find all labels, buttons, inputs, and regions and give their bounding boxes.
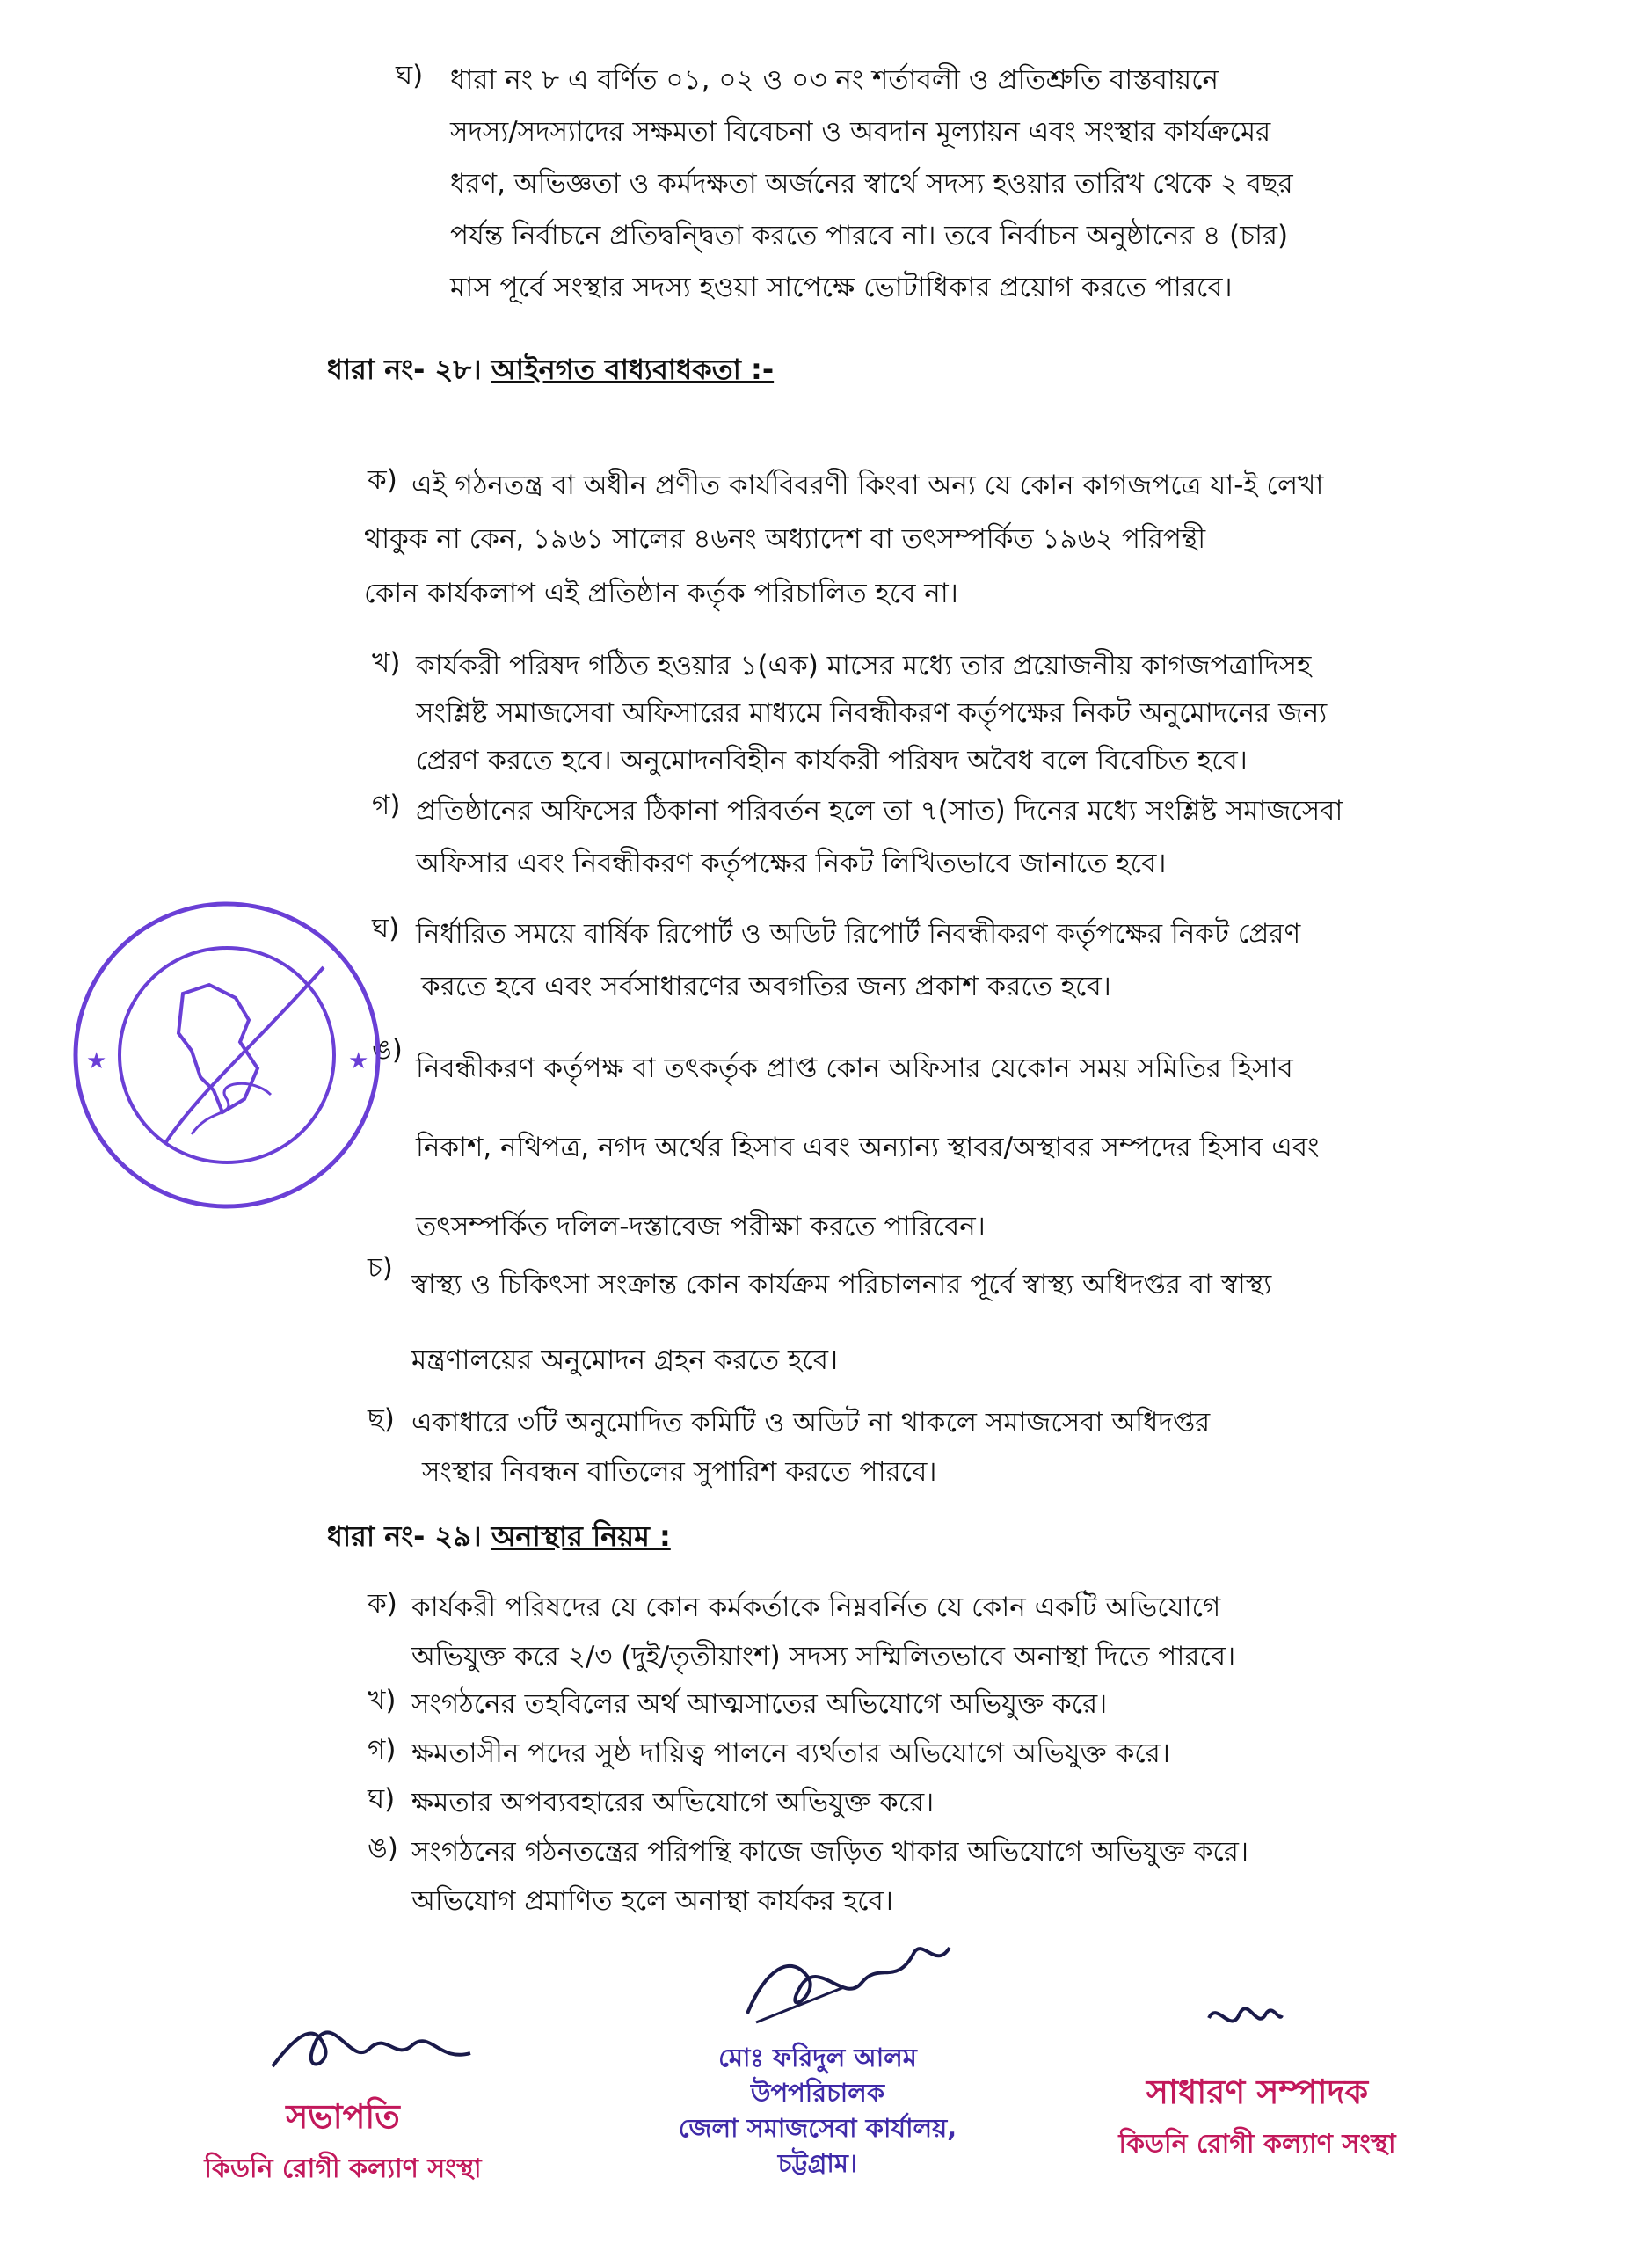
signature-president xyxy=(158,2091,528,2192)
item-line: থাকুক না কেন, ১৯৬১ সালের ৪৬নং অধ্যাদেশ বা তৎসম্পর্কিত ১৯৬২ পরিপন্থী xyxy=(364,523,1206,555)
item-label: ক) xyxy=(368,1588,397,1620)
officer-designation: উপপরিচালক xyxy=(750,2078,885,2108)
officer-office: জেলা সমাজসেবা কার্যালয়, xyxy=(678,2113,957,2143)
item-line: কার্যকরী পরিষদের যে কোন কর্মকর্তাকে নিম্নবর্নিত যে কোন একটি অভিযোগে xyxy=(411,1592,1221,1623)
president-org: কিডনি রোগী কল্যাণ সংস্থা xyxy=(204,2153,482,2184)
item-label: গ) xyxy=(368,1734,397,1766)
item-line: মন্ত্রণালয়ের অনুমোদন গ্রহন করতে হবে। xyxy=(411,1344,839,1376)
item-line: প্রতিষ্ঠানের অফিসের ঠিকানা পরিবর্তন হলে তা ৭(সাত) দিনের মধ্যে সংশ্লিষ্ট সমাজসেবা xyxy=(416,795,1343,827)
intro-line: পর্যন্ত নির্বাচনে প্রতিদ্বন্দ্বিতা করতে পারবে না। তবে নির্বাচন অনুষ্ঠানের ৪ (চার) xyxy=(450,220,1289,251)
intro-line: ধারা নং ৮ এ বর্ণিত ০১, ০২ ও ০৩ নং শর্তাবলী ও প্রতিশ্রুতি বাস্তবায়নে xyxy=(450,64,1219,96)
item-line: স্বাস্থ্য ও চিকিৎসা সংক্রান্ত কোন কার্যক্রম পরিচালনার পূর্বে স্বাস্থ্য অধিদপ্তর বা স্বাস্থ্য xyxy=(411,1269,1272,1300)
item-line: নিবন্ধীকরণ কর্তৃপক্ষ বা তৎকর্তৃক প্রাপ্ত কোন অফিসার যেকোন সময় সমিতির হিসাব xyxy=(416,1053,1293,1084)
president-signature-mark xyxy=(264,2014,475,2084)
section-29-number: ধারা নং- ২৯। xyxy=(327,1519,491,1553)
item-line: কোন কার্যকলাপ এই প্রতিষ্ঠান কর্তৃক পরিচালিত হবে না। xyxy=(364,578,958,609)
item-label: খ) xyxy=(368,1685,397,1716)
signature-general-secretary xyxy=(1081,2066,1433,2167)
item-label: ঘ) xyxy=(372,913,400,944)
officer-city: চট্টগ্রাম। xyxy=(777,2148,858,2178)
section-28-heading xyxy=(327,347,774,395)
item-label: ঙ) xyxy=(372,1034,403,1066)
svg-text:★: ★ xyxy=(348,1048,369,1075)
department-seal xyxy=(60,888,394,1222)
item-label: চ) xyxy=(368,1252,393,1284)
officer-stamp xyxy=(615,2040,1020,2181)
president-title: সভাপতি xyxy=(286,2097,400,2136)
item-line: নিকাশ, নথিপত্র, নগদ অর্থের হিসাব এবং অন্যান্য স্থাবর/অস্থাবর সম্পদের হিসাব এবং xyxy=(416,1132,1320,1163)
item-line: অভিযুক্ত করে ২/৩ (দুই/তৃতীয়াংশ) সদস্য সম্মিলিতভাবে অনাস্থা দিতে পারবে। xyxy=(411,1641,1236,1672)
item-line: সংশ্লিষ্ট সমাজসেবা অফিসারের মাধ্যমে নিবন্ধীকরণ কর্তৃপক্ষের নিকট অনুমোদনের জন্য xyxy=(416,697,1328,729)
item-line: প্রেরণ করতে হবে। অনুমোদনবিহীন কার্যকরী পরিষদ অবৈধ বলে বিবেচিত হবে। xyxy=(416,745,1248,776)
officer-name: মোঃ ফরিদুল আলম xyxy=(718,2043,917,2073)
item-label: গ) xyxy=(372,790,401,821)
section-29-title: অনাস্থার নিয়ম : xyxy=(491,1519,671,1553)
intro-line: মাস পূর্বে সংস্থার সদস্য হওয়া সাপেক্ষে ভোটাধিকার প্রয়োগ করতে পারবে। xyxy=(450,272,1233,303)
item-label: ঘ) xyxy=(396,60,424,91)
item-label: ঘ) xyxy=(368,1783,396,1815)
section-28-number: ধারা নং- ২৮। xyxy=(327,353,491,386)
intro-line: ধরণ, অভিজ্ঞতা ও কর্মদক্ষতা অর্জনের স্বার্থে সদস্য হওয়ার তারিখ থেকে ২ বছর xyxy=(450,168,1293,200)
item-label: ক) xyxy=(368,464,397,496)
section-29-heading xyxy=(327,1514,671,1562)
item-line: অফিসার এবং নিবন্ধীকরণ কর্তৃপক্ষের নিকট লিখিতভাবে জানাতে হবে। xyxy=(416,848,1167,879)
item-line: ক্ষমতাসীন পদের সুষ্ঠ দায়িত্ব পালনে ব্যর্থতার অভিযোগে অভিযুক্ত করে। xyxy=(411,1737,1170,1769)
item-label: ঙ) xyxy=(368,1832,398,1864)
item-line: কার্যকরী পরিষদ গঠিত হওয়ার ১(এক) মাসের মধ্যে তার প্রয়োজনীয় কাগজপত্রাদিসহ xyxy=(416,650,1312,681)
section-28-title: আইনগত বাধ্যবাধকতা :- xyxy=(491,353,775,386)
intro-line: সদস্য/সদস্যাদের সক্ষমতা বিবেচনা ও অবদান মূল্যায়ন এবং সংস্থার কার্যক্রমের xyxy=(450,116,1271,148)
item-line: অভিযোগ প্রমাণিত হলে অনাস্থা কার্যকর হবে। xyxy=(411,1885,893,1917)
secretary-signature-mark xyxy=(1204,1996,1284,2040)
item-label: খ) xyxy=(372,647,401,679)
item-line: সংগঠনের তহবিলের অর্থ আত্মসাতের অভিযোগে অভিযুক্ত করে। xyxy=(411,1688,1108,1720)
item-line: ক্ষমতার অপব্যবহারের অভিযোগে অভিযুক্ত করে। xyxy=(411,1787,935,1818)
secretary-title: সাধারণ সম্পাদক xyxy=(1146,2073,1369,2111)
svg-text:★: ★ xyxy=(86,1048,107,1075)
item-line: সংস্থার নিবন্ধন বাতিলের সুপারিশ করতে পারবে। xyxy=(422,1456,937,1488)
item-label: ছ) xyxy=(368,1403,395,1435)
officer-signature-mark xyxy=(730,1934,958,2031)
intro-item xyxy=(396,55,1459,318)
item-line: তৎসম্পর্কিত দলিল-দস্তাবেজ পরীক্ষা করতে পারিবেন। xyxy=(416,1211,986,1242)
item-line: সংগঠনের গঠনতন্ত্রের পরিপন্থি কাজে জড়িত থাকার অভিযোগে অভিযুক্ত করে। xyxy=(411,1836,1249,1868)
item-line: করতে হবে এবং সর্বসাধারণের অবগতির জন্য প্রকাশ করতে হবে। xyxy=(421,971,1111,1002)
item-line: একাধারে ৩টি অনুমোদিত কমিটি ও অডিট না থাকলে সমাজসেবা অধিদপ্তর xyxy=(411,1407,1211,1439)
secretary-org: কিডনি রোগী কল্যাণ সংস্থা xyxy=(1118,2129,1396,2160)
item-line: এই গঠনতন্ত্র বা অধীন প্রণীত কার্যবিবরণী কিংবা অন্য যে কোন কাগজপত্রে যা-ই লেখা xyxy=(411,470,1324,501)
item-line: নির্ধারিত সময়ে বার্ষিক রিপোর্ট ও অডিট রিপোর্ট নিবন্ধীকরণ কর্তৃপক্ষের নিকট প্রেরণ xyxy=(416,918,1301,950)
